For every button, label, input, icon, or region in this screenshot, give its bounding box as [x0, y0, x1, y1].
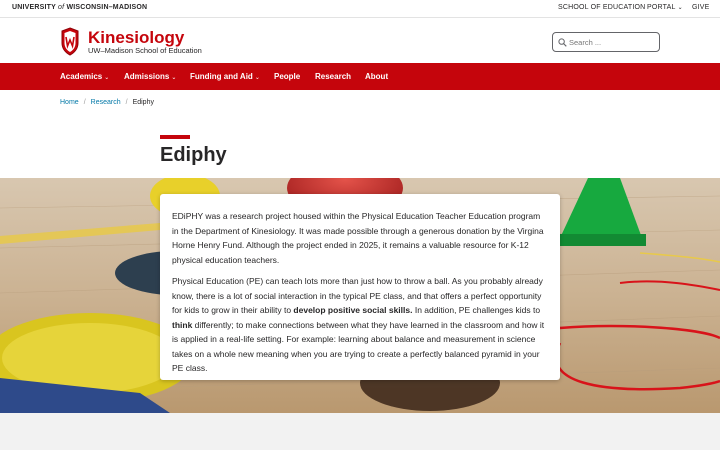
university-link[interactable]: [12, 4, 147, 11]
breadcrumb-current: Ediphy: [132, 99, 154, 106]
chevron-down-icon: ⌄: [104, 75, 110, 81]
pe-emphasis: develop positive social skills.: [293, 305, 413, 315]
nav-label: About: [365, 72, 389, 81]
breadcrumb-separator: /: [125, 99, 128, 106]
chevron-down-icon: ⌄: [254, 75, 260, 81]
pe-text: differently; to make connections between what they have learned in the classroom and how it is applied in a real-life setting. For example: learning about balance and measurement in science takes on a whole new meaning when you are trying to create a perfectly balanced pyramid in your PE class.: [172, 319, 545, 373]
title-accent-bar: [160, 135, 190, 139]
breadcrumb: [60, 99, 154, 106]
university-suffix: WISCONSIN–MADISON: [66, 4, 148, 11]
utility-bar: [0, 0, 720, 18]
intro-paragraph: EDiPHY was a research project housed within the Physical Education Teacher Education program in the Department of Kinesiology. It was made possible through a generous donation by the Virgina Horne Henry Fund. Although the project ended in 2025, it remains a valuable resource for K-12 physical education teachers.: [172, 211, 544, 265]
search-icon[interactable]: [558, 38, 567, 47]
next-section: [0, 413, 720, 450]
portal-link[interactable]: [647, 4, 683, 11]
nav-label: Academics: [60, 72, 103, 81]
nav-admissions[interactable]: [124, 72, 176, 81]
search-box: [552, 32, 660, 52]
nav-funding-and-aid[interactable]: [190, 72, 260, 81]
pe-text: In addition, PE challenges kids to: [412, 305, 541, 315]
breadcrumb-research[interactable]: Research: [90, 99, 121, 106]
nav-label: Funding and Aid: [190, 72, 253, 81]
chevron-down-icon: ⌄: [677, 5, 683, 11]
university-prefix: UNIVERSITY: [12, 4, 56, 11]
nav-label: Admissions: [124, 72, 170, 81]
site-subtitle: UW–Madison School of Education: [88, 46, 202, 55]
nav-academics[interactable]: [60, 72, 109, 81]
nav-label: People: [274, 72, 301, 81]
main-nav: [0, 63, 720, 90]
university-of: of: [58, 4, 65, 11]
intro-card: [160, 194, 560, 380]
uw-crest-icon[interactable]: [60, 27, 80, 56]
portal-label: PORTAL: [647, 4, 676, 11]
nav-about[interactable]: [365, 72, 388, 81]
breadcrumb-home[interactable]: Home: [60, 99, 79, 106]
give-link[interactable]: GIVE: [692, 4, 710, 11]
nav-label: Research: [315, 72, 352, 81]
nav-research[interactable]: [315, 72, 351, 81]
pe-emphasis: think: [172, 319, 193, 330]
chevron-down-icon: ⌄: [171, 75, 177, 81]
search-input[interactable]: [569, 35, 655, 49]
school-of-education-link[interactable]: SCHOOL OF EDUCATION: [558, 4, 646, 11]
pe-paragraph: [172, 274, 548, 376]
page-title: Ediphy: [160, 144, 227, 166]
site-title[interactable]: Kinesiology: [88, 28, 185, 47]
breadcrumb-separator: /: [83, 99, 86, 106]
nav-people[interactable]: [274, 72, 300, 81]
site-header: [0, 18, 720, 63]
pe-text: Physical Education (PE) can teach lots more than just how to throw a ball. As you probably already know, there is a lot of social interaction in the typical PE class, and that offers a perfect opportunity for kids to grow in their ability to: [172, 276, 543, 315]
